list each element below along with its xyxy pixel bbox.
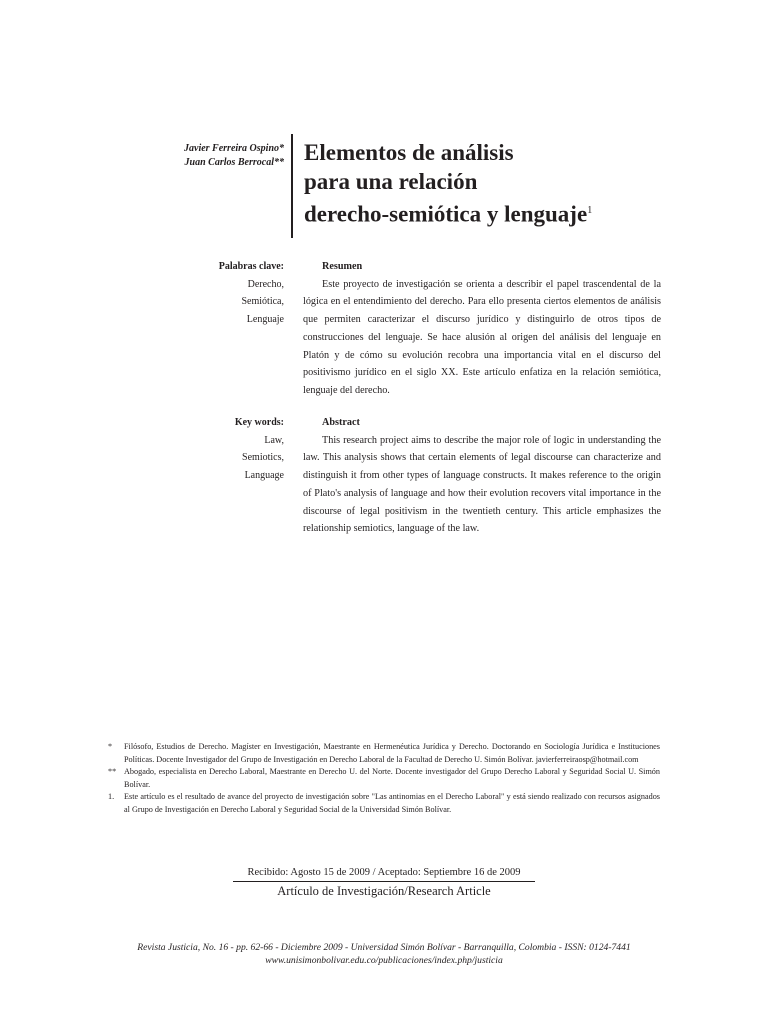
footnote-mark: * — [108, 742, 113, 751]
title-line — [304, 196, 744, 229]
keywords-en — [140, 414, 284, 484]
footnote — [108, 766, 660, 791]
received-accepted-dates: Recibido: Agosto 15 de 2009 / Aceptado: Septiembre 16 de 2009 — [233, 866, 535, 882]
footnote — [108, 741, 660, 766]
keywords-heading: Key words: — [234, 417, 284, 428]
footnote-text: Filósofo, Estudios de Derecho. Magíster en Investigación, Maestrante en Hermenéutica Jurídica y Derecho. Doctorando en Sociología Jurídica e Instituciones Políticas. Docente Investigador del Grupo de Investigación en Derecho Laboral de la Facultad de Derecho U. Simón Bolívar. javierferreiraosp@hotmail.com — [124, 742, 660, 764]
keyword: Derecho, — [247, 278, 284, 290]
footnote — [108, 791, 660, 816]
title-divider — [291, 134, 293, 238]
footnote-mark: 1. — [108, 792, 115, 801]
article-title — [304, 138, 744, 229]
title-footnote-mark: 1 — [587, 205, 593, 216]
keyword: Lenguaje — [246, 313, 284, 325]
footnote-text: Este artículo es el resultado de avance del proyecto de investigación sobre "Las antinomias en el Derecho Laboral" y está siendo realizado con recursos asignados al Grupo de Investigación en Derecho Laboral y Seguridad Social de la Universidad Simón Bolívar. — [124, 792, 660, 814]
article-type: Artículo de Investigación/Research Article — [277, 884, 491, 898]
keywords-heading: Palabras clave: — [218, 261, 284, 272]
author-list — [140, 142, 284, 170]
footnote-text: Abogado, especialista en Derecho Laboral, Maestrante en Derecho U. del Norte. Docente investigador del Grupo Derecho Laboral y Seguridad Social U. Simón Bolívar. — [124, 767, 660, 789]
abstract-section — [303, 414, 661, 538]
footnotes — [108, 741, 660, 816]
journal-citation: Revista Justicia, No. 16 - pp. 62-66 - Diciembre 2009 - Universidad Simón Bolívar - Barranquilla, Colombia - ISSN: 0124-7441 — [137, 942, 631, 953]
keyword: Language — [244, 469, 284, 481]
resumen-text: Este proyecto de investigación se orienta a describir el papel trascendental de la lógica en el entendimiento del derecho. Para ello presenta ciertos elementos de análisis que permiten caracterizar el discurso jurídico y distinguirlo de otros tipos de construcciones del lenguaje. Se hace alusión al origen del análisis del lenguaje en Platón y de cómo su evolución recobra una importancia vital en el discurso del positivismo jurídico en el siglo XX. Este artículo enfatiza en la relación semiótica, lenguaje del derecho. — [303, 278, 661, 396]
section-heading: Abstract — [322, 417, 360, 428]
section-heading: Resumen — [322, 261, 363, 272]
journal-url: www.unisimonbolivar.edu.co/publicaciones/index.php/justicia — [265, 955, 503, 966]
keyword: Law, — [264, 434, 284, 446]
author-name: Juan Carlos Berrocal** — [184, 157, 284, 168]
author-name: Javier Ferreira Ospino* — [184, 143, 284, 154]
title-line: Elementos de análisis — [304, 140, 514, 165]
journal-footer — [108, 941, 660, 967]
keyword: Semiótica, — [241, 296, 284, 307]
footnote-mark: ** — [108, 767, 117, 776]
resumen-section — [303, 258, 661, 400]
keyword: Semiotics, — [242, 452, 284, 463]
abstract-text: This research project aims to describe the major role of logic in understanding the law. This analysis shows that certain elements of legal discourse can characterize and distinguish it from other types of language constructs. It makes reference to the origin of Plato's analysis of language and how their evolution recovers vital importance in the discourse of legal positivism in the twentieth century. This article emphasizes the relationship semiotics, language of the law. — [303, 434, 661, 535]
keywords-es — [140, 258, 284, 328]
title-line-text: derecho-semiótica y lenguaje — [304, 201, 588, 227]
title-line: para una relación — [304, 169, 478, 194]
